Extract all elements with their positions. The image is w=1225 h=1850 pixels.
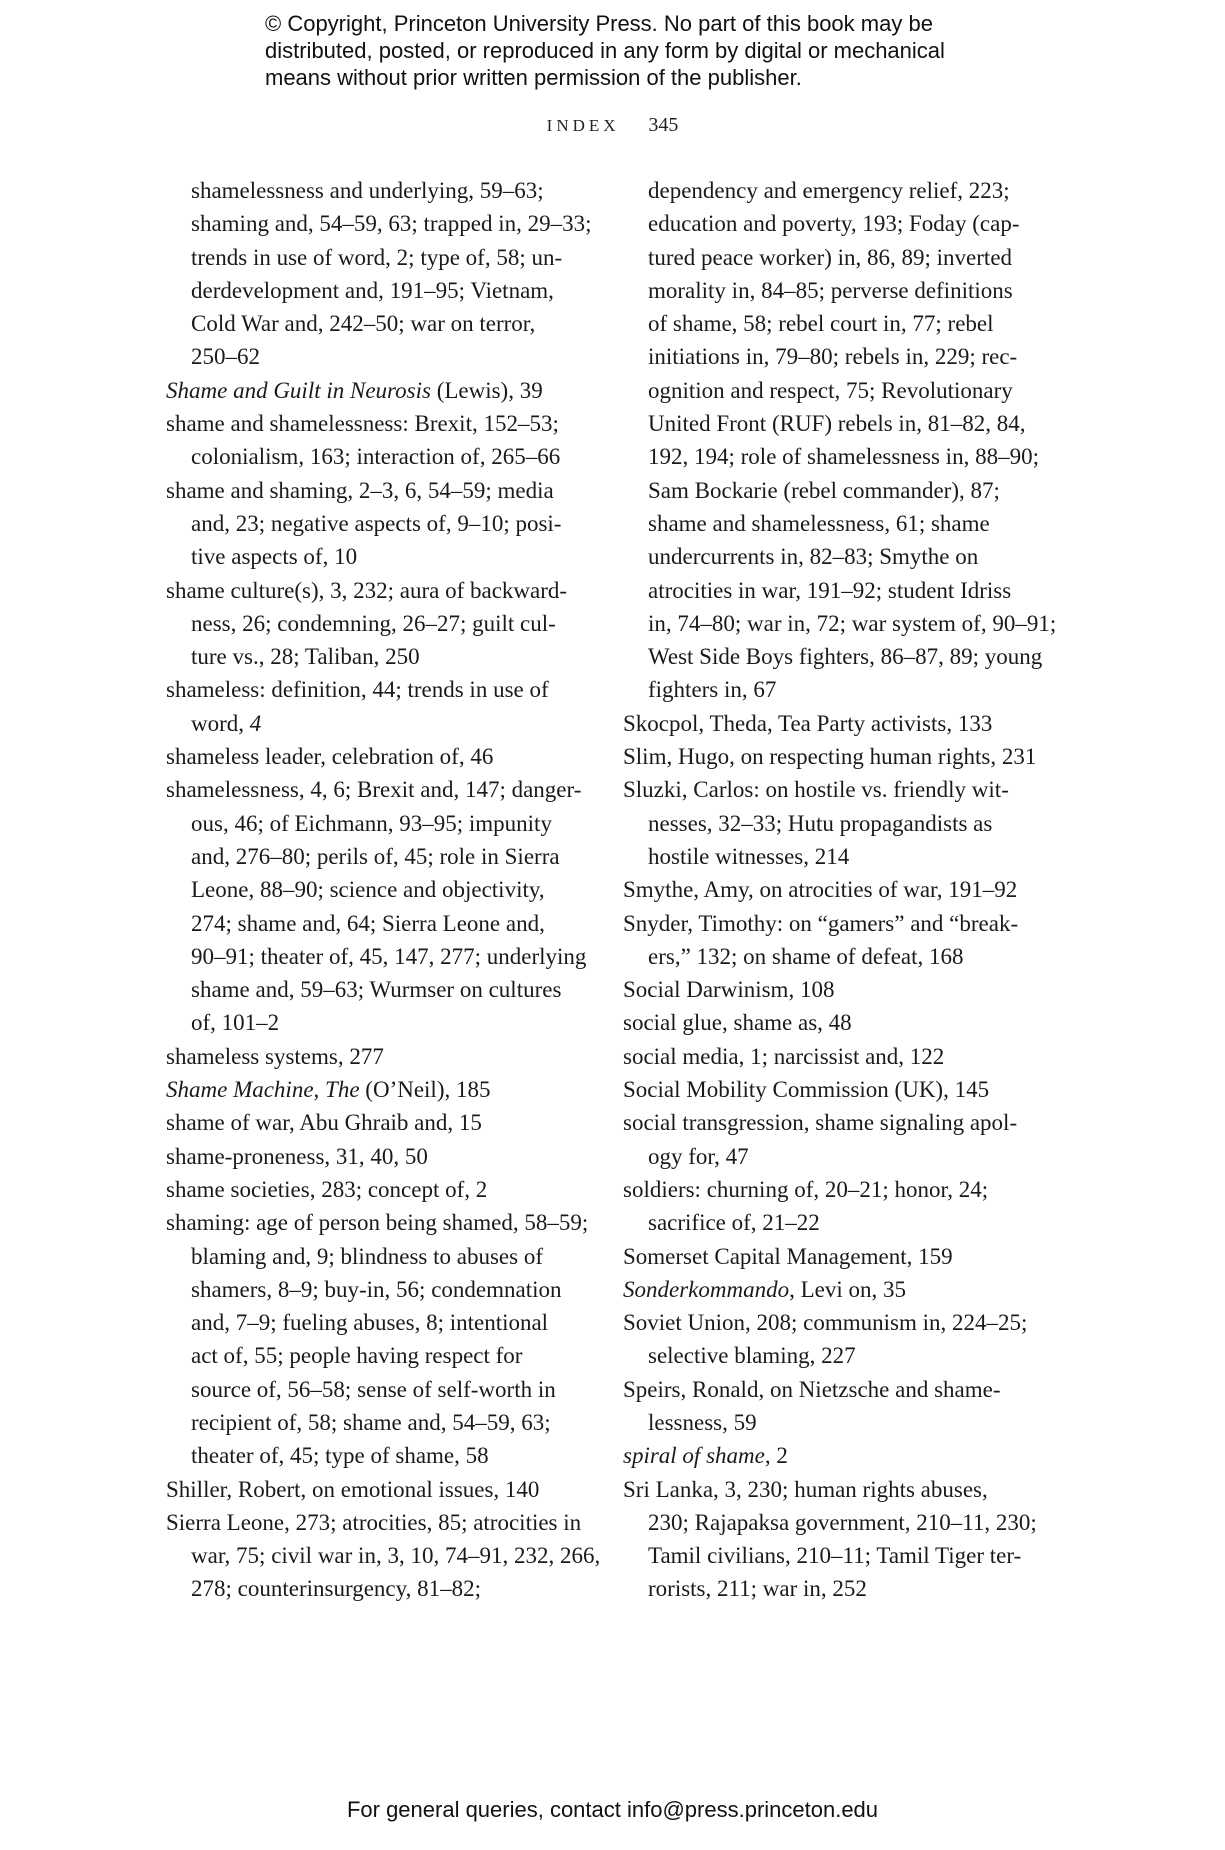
index-text: trends in use of word, 2; type of, 58; un- [191, 244, 563, 270]
index-text: ognition and respect, 75; Revolutionary [648, 377, 1013, 403]
index-subentry-line [166, 241, 584, 274]
index-text: Sri Lanka, 3, 230; human rights abuses, [623, 1476, 988, 1502]
index-entry-line [166, 1206, 589, 1239]
index-text: shame of war, Abu Ghraib and, 15 [166, 1110, 482, 1136]
index-text: theater of, 45; type of shame, 58 [191, 1443, 489, 1469]
index-entry-line [623, 1306, 1048, 1339]
index-subentry-line [166, 1373, 584, 1406]
index-text: shame and shamelessness: Brexit, 152–53; [166, 411, 559, 437]
index-entry-line [623, 873, 1048, 906]
index-subentry-line [166, 840, 584, 873]
index-text: dependency and emergency relief, 223; [648, 178, 1010, 203]
index-subentry-line [166, 1406, 584, 1439]
index-subentry-line [623, 207, 1048, 240]
index-subentry-line [166, 940, 587, 973]
index-entry-line [166, 1106, 584, 1139]
index-text: war, 75; civil war in, 3, 10, 74–91, 232, 266, [191, 1543, 601, 1569]
index-subentry-line [623, 607, 1057, 640]
index-entry-line [623, 907, 1048, 940]
index-text: 250–62 [191, 344, 260, 370]
running-head-label: INDEX [546, 116, 620, 135]
index-text: social media, 1; narcissist and, 122 [623, 1043, 945, 1069]
index-subentry-line [623, 673, 1048, 706]
index-title-italic: spiral of shame [623, 1443, 765, 1469]
index-subentry-line [166, 540, 584, 573]
index-subentry-line [166, 307, 584, 340]
copyright-notice [265, 10, 1025, 91]
index-text: ers,” 132; on shame of defeat, 168 [648, 943, 964, 969]
index-text: West Side Boys fighters, 86–87, 89; young [648, 644, 1043, 670]
index-entry-line [623, 1273, 1048, 1306]
index-text: nesses, 32–33; Hutu propagandists as [648, 810, 993, 836]
index-text: undercurrents in, 82–83; Smythe on [648, 544, 979, 570]
index-text: of, 101–2 [191, 1010, 280, 1036]
index-text: ture vs., 28; Taliban, 250 [191, 644, 420, 670]
index-text: ogy for, 47 [648, 1143, 749, 1169]
index-text: shamers, 8–9; buy-in, 56; condemnation [191, 1276, 562, 1302]
index-subentry-line [623, 1506, 1048, 1539]
index-text: of shame, 58; rebel court in, 77; rebel [648, 311, 994, 337]
index-subentry-line [166, 973, 584, 1006]
index-subentry-line [166, 707, 584, 740]
index-subentry-line [166, 640, 584, 673]
index-text: shame culture(s), 3, 232; aura of backward- [166, 577, 568, 603]
index-subentry-line [623, 940, 1048, 973]
index-subentry-line [166, 907, 584, 940]
index-text: 192, 194; role of shamelessness in, 88–90; [648, 444, 1039, 470]
index-entry-line [623, 707, 1048, 740]
index-subentry-line [166, 507, 584, 540]
index-text: Sam Bockarie (rebel commander), 87; [648, 477, 1000, 503]
index-text: initiations in, 79–80; rebels in, 229; rec- [648, 344, 1018, 370]
index-entry-line [166, 407, 584, 440]
index-italic-locator: 4 [249, 710, 262, 736]
index-entry-line [623, 1173, 1048, 1206]
index-subentry-line [166, 274, 584, 307]
index-text: hostile witnesses, 214 [648, 843, 850, 869]
index-subentry-line [623, 307, 1048, 340]
index-subentry-line [623, 1406, 1048, 1439]
index-text: Shiller, Robert, on emotional issues, 140 [166, 1476, 540, 1502]
index-text: shame and shaming, 2–3, 6, 54–59; media [166, 477, 554, 503]
index-entry-line [166, 574, 584, 607]
index-text: and, 7–9; fueling abuses, 8; intentional [191, 1310, 549, 1336]
index-subentry-line [166, 1572, 584, 1605]
index-subentry-line [623, 241, 1048, 274]
index-subentry-line [623, 507, 1048, 540]
index-subentry-line [166, 340, 584, 373]
index-subentry-line [166, 1439, 584, 1472]
index-subentry-line [623, 374, 1048, 407]
index-subentry-line [623, 640, 1048, 673]
index-text: shameless leader, celebration of, 46 [166, 744, 494, 770]
index-text: and, 23; negative aspects of, 9–10; posi- [191, 510, 562, 536]
index-text: Sierra Leone, 273; atrocities, 85; atrocities in [166, 1509, 582, 1535]
index-entry-line [166, 474, 584, 507]
index-text: fighters in, 67 [648, 677, 777, 703]
index-subentry-line [623, 174, 1048, 207]
index-title-italic: Sonderkommando [623, 1276, 790, 1302]
index-subentry-line [623, 540, 1048, 573]
index-subentry-line [623, 407, 1048, 440]
copyright-line: means without prior written permission of the publisher. [265, 65, 802, 90]
index-text: ness, 26; condemning, 26–27; guilt cul- [191, 610, 556, 636]
index-text: , 2 [764, 1443, 788, 1469]
index-entry-line [166, 1173, 584, 1206]
index-subentry-line [166, 174, 584, 207]
index-subentry-line [623, 440, 1048, 473]
index-text: in, 74–80; war in, 72; war system of, 90–91; [648, 610, 1057, 636]
index-text: soldiers: churning of, 20–21; honor, 24; [623, 1176, 989, 1202]
index-subentry-line [166, 1306, 584, 1339]
index-text: word, [191, 710, 250, 736]
index-subentry-line [166, 607, 584, 640]
index-text: Social Darwinism, 108 [623, 977, 835, 1003]
copyright-line: distributed, posted, or reproduced in any form by digital or mechanical [265, 38, 945, 63]
index-entry-line [623, 1040, 1048, 1073]
index-text: Smythe, Amy, on atrocities of war, 191–92 [623, 877, 1018, 903]
index-text: Speirs, Ronald, on Nietzsche and shame- [623, 1376, 1001, 1402]
index-entry-line [166, 673, 584, 706]
index-text: Slim, Hugo, on respecting human rights, 231 [623, 744, 1037, 770]
index-column-right [623, 174, 1057, 1606]
index-text: social glue, shame as, 48 [623, 1010, 852, 1036]
index-entry-line [166, 773, 584, 806]
index-text: rorists, 211; war in, 252 [648, 1576, 867, 1602]
index-subentry-line [166, 807, 584, 840]
index-text: shamelessness and underlying, 59–63; [191, 178, 544, 203]
index-text: 278; counterinsurgency, 81–82; [191, 1576, 482, 1602]
index-text: shamelessness, 4, 6; Brexit and, 147; danger- [166, 777, 582, 803]
index-subentry-line [623, 840, 1048, 873]
index-text: 230; Rajapaksa government, 210–11, 230; [648, 1509, 1037, 1535]
index-text: Skocpol, Theda, Tea Party activists, 133 [623, 710, 993, 736]
index-entry-line [166, 374, 584, 407]
index-subentry-line [623, 574, 1048, 607]
index-subentry-line [166, 1539, 601, 1572]
index-entry-line [166, 740, 584, 773]
index-subentry-line [623, 340, 1048, 373]
index-text: shameless: definition, 44; trends in use of [166, 677, 549, 703]
index-text: (O’Neil), 185 [359, 1077, 491, 1103]
index-text: , Levi on, 35 [789, 1276, 906, 1302]
index-text: (Lewis), 39 [430, 377, 543, 403]
index-subentry-line [623, 1339, 1048, 1372]
index-subentry-line [623, 274, 1048, 307]
index-entry-line [166, 1140, 584, 1173]
index-text: recipient of, 58; shame and, 54–59, 63; [191, 1409, 551, 1435]
index-subentry-line [166, 1273, 584, 1306]
index-text: shame and shamelessness, 61; shame [648, 510, 990, 536]
index-text: ous, 46; of Eichmann, 93–95; impunity [191, 810, 552, 836]
index-subentry-line [623, 1140, 1048, 1173]
index-text: sacrifice of, 21–22 [648, 1210, 820, 1236]
index-text: lessness, 59 [648, 1409, 757, 1435]
index-text: Somerset Capital Management, 159 [623, 1243, 953, 1269]
index-text: United Front (RUF) rebels in, 81–82, 84, [648, 411, 1026, 437]
index-subentry-line [623, 807, 1048, 840]
index-entry-line [623, 773, 1048, 806]
index-text: selective blaming, 227 [648, 1343, 856, 1369]
index-text: and, 276–80; perils of, 45; role in Sierra [191, 843, 560, 869]
index-text: social transgression, shame signaling apol- [623, 1110, 1018, 1136]
index-entry-line [623, 1006, 1048, 1039]
index-entry-line [623, 1240, 1048, 1273]
index-text: shame societies, 283; concept of, 2 [166, 1176, 488, 1202]
index-entry-line [623, 1106, 1048, 1139]
index-subentry-line [623, 1572, 1048, 1605]
index-text: shame and, 59–63; Wurmser on cultures [191, 977, 562, 1003]
index-subentry-line [166, 440, 584, 473]
running-head [0, 114, 1225, 137]
index-text: Snyder, Timothy: on “gamers” and “break- [623, 910, 1019, 936]
index-text: shaming: age of person being shamed, 58–59; [166, 1210, 589, 1236]
index-text: colonialism, 163; interaction of, 265–66 [191, 444, 561, 470]
index-text: source of, 56–58; sense of self-worth in [191, 1376, 556, 1402]
index-text: derdevelopment and, 191–95; Vietnam, [191, 277, 554, 303]
index-column-left [166, 174, 601, 1606]
index-entry-line [623, 1473, 1048, 1506]
index-text: Tamil civilians, 210–11; Tamil Tiger ter- [648, 1543, 1022, 1569]
footer-contact: For general queries, contact info@press.princeton.edu [346, 1797, 879, 1822]
index-entry-line [623, 973, 1048, 1006]
index-text: Leone, 88–90; science and objectivity, [191, 877, 545, 903]
index-entry-line [623, 1439, 1048, 1472]
index-text: Cold War and, 242–50; war on terror, [191, 311, 536, 337]
index-text: shaming and, 54–59, 63; trapped in, 29–33; [191, 211, 592, 237]
index-text: shame-proneness, 31, 40, 50 [166, 1143, 428, 1169]
index-text: act of, 55; people having respect for [191, 1343, 523, 1369]
index-subentry-line [166, 1339, 584, 1372]
index-title-italic: Shame and Guilt in Neurosis [166, 377, 431, 403]
index-subentry-line [166, 873, 584, 906]
index-entry-line [166, 1506, 584, 1539]
index-subentry-line [623, 1206, 1048, 1239]
index-text: 274; shame and, 64; Sierra Leone and, [191, 910, 545, 936]
index-entry-line [166, 1040, 584, 1073]
index-text: morality in, 84–85; perverse definitions [648, 277, 1013, 303]
index-entry-line [623, 1373, 1048, 1406]
index-text: tive aspects of, 10 [191, 544, 358, 570]
index-subentry-line [166, 207, 592, 240]
index-entry-line [623, 1073, 1048, 1106]
copyright-line: © Copyright, Princeton University Press. No part of this book may be [265, 11, 933, 36]
index-text: Soviet Union, 208; communism in, 224–25; [623, 1310, 1028, 1336]
index-text: education and poverty, 193; Foday (cap- [648, 211, 1020, 237]
index-text: Social Mobility Commission (UK), 145 [623, 1077, 990, 1103]
page-number: 345 [648, 114, 679, 136]
index-subentry-line [623, 1539, 1048, 1572]
index-text: shameless systems, 277 [166, 1043, 384, 1069]
index-entry-line [166, 1473, 584, 1506]
index-text: blaming and, 9; blindness to abuses of [191, 1243, 543, 1269]
index-title-italic: Shame Machine, The [166, 1077, 360, 1103]
index-text: Sluzki, Carlos: on hostile vs. friendly wit- [623, 777, 1009, 803]
index-entry-line [166, 1073, 584, 1106]
index-text: 90–91; theater of, 45, 147, 277; underlying [191, 943, 587, 969]
index-text: tured peace worker) in, 86, 89; inverted [648, 244, 1013, 270]
index-subentry-line [166, 1006, 584, 1039]
index-text: atrocities in war, 191–92; student Idriss [648, 577, 1012, 603]
index-subentry-line [623, 474, 1048, 507]
index-entry-line [623, 740, 1048, 773]
index-subentry-line [166, 1240, 584, 1273]
